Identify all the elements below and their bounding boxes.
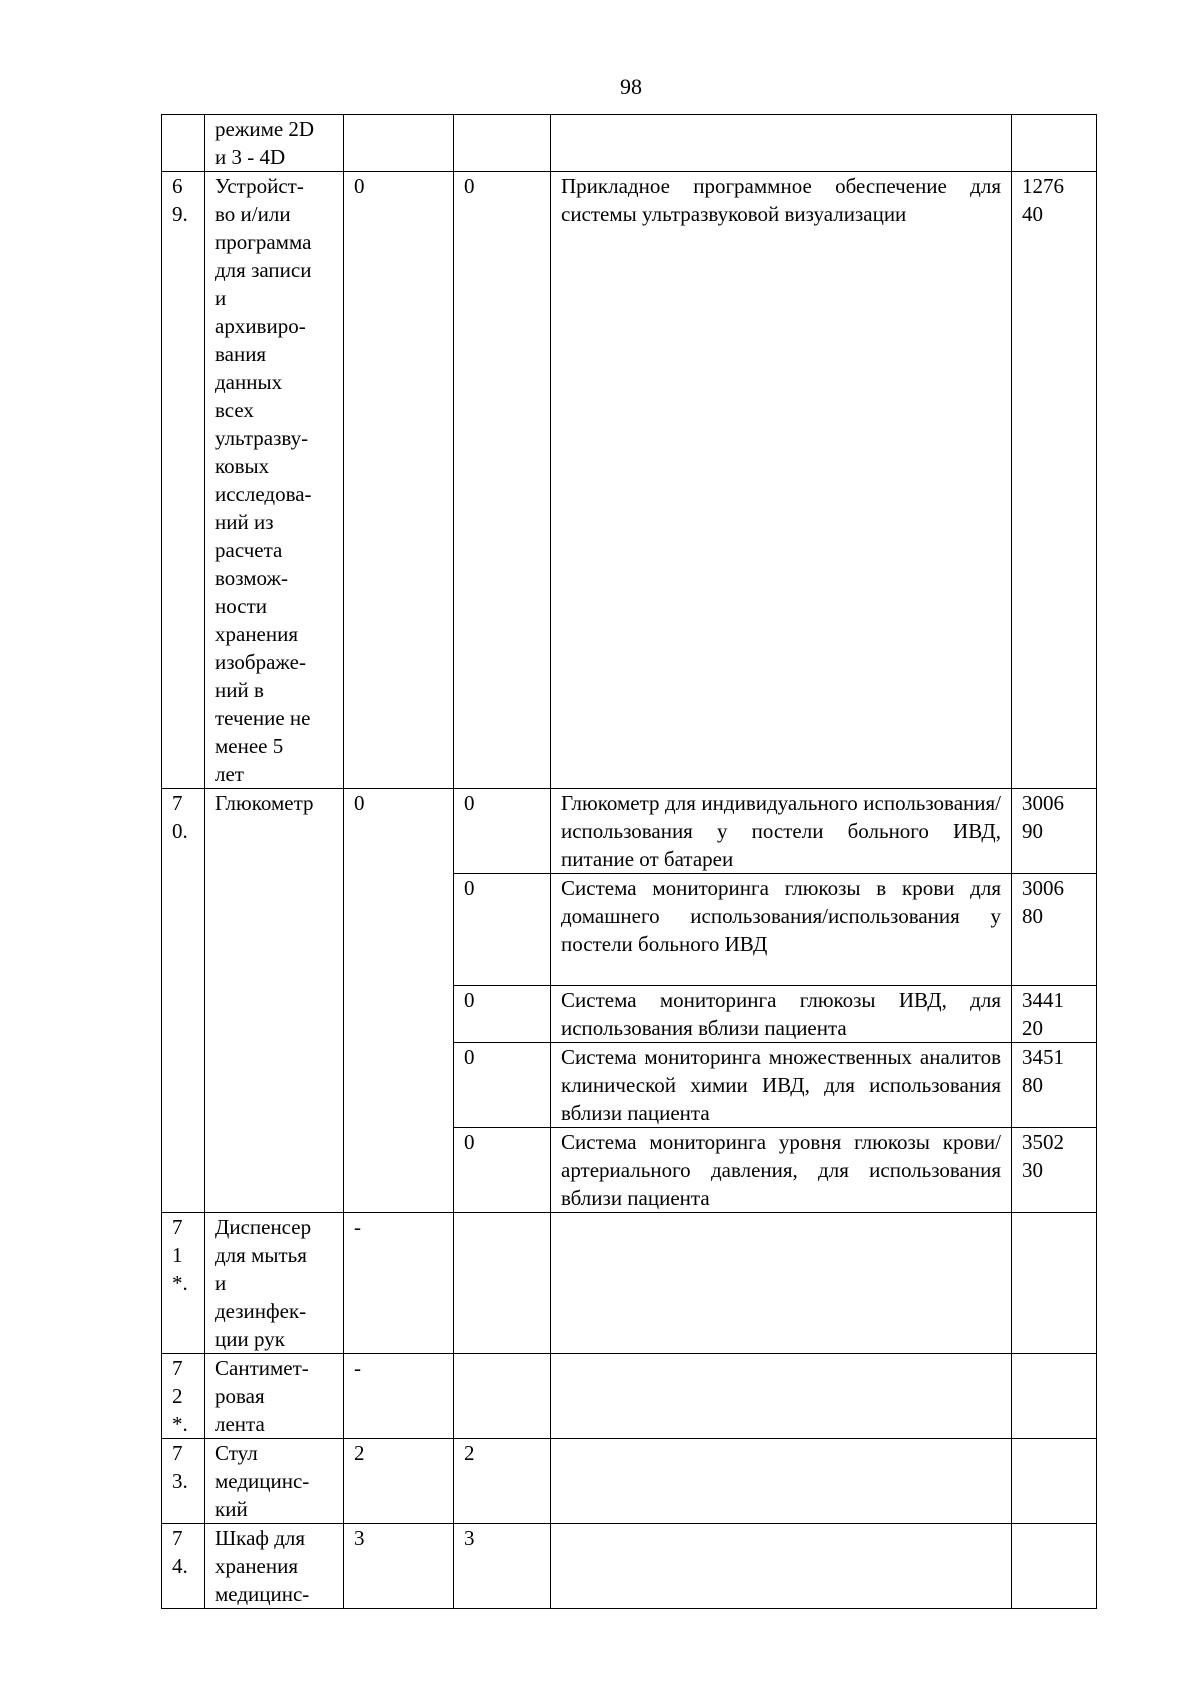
code-cell — [1012, 1439, 1097, 1524]
description-cell: Система мониторинга множественных аналитов клинической химии ИВД, для использования вблизи пациента — [551, 1043, 1012, 1128]
table-row — [162, 789, 1097, 874]
row-number-cell: 7 4. — [162, 1524, 205, 1609]
quantity-cell: 0 — [344, 789, 454, 1213]
table-row — [162, 1213, 1097, 1354]
quantity-cell — [454, 1213, 551, 1354]
quantity-cell: 0 — [454, 874, 551, 986]
row-number-cell — [162, 115, 205, 172]
description-cell — [551, 115, 1012, 172]
description-cell — [551, 1524, 1012, 1609]
description-cell — [551, 1213, 1012, 1354]
code-cell — [1012, 1213, 1097, 1354]
table-row — [162, 1439, 1097, 1524]
item-name-cell: Стул медицинс- кий — [205, 1439, 344, 1524]
quantity-cell: - — [344, 1213, 454, 1354]
quantity-cell: 0 — [454, 1128, 551, 1213]
description-cell: Система мониторинга глюкозы в крови для домашнего использования/использования у постели больного ИВД — [551, 874, 1012, 986]
code-cell: 3451 80 — [1012, 1043, 1097, 1128]
page-number: 98 — [620, 74, 642, 99]
table-row — [162, 115, 1097, 172]
description-cell — [551, 1439, 1012, 1524]
row-number-cell: 6 9. — [162, 172, 205, 789]
item-name-cell: Устройст- во и/или программа для записи и архивиро- вания данных всех ультразву- ковых исследова- ний из расчета возмож- ности хранения изображе- ний в течение не менее 5 лет — [205, 172, 344, 789]
code-cell — [1012, 1354, 1097, 1439]
quantity-cell — [454, 1354, 551, 1439]
code-cell — [1012, 1524, 1097, 1609]
description-cell: Система мониторинга глюкозы ИВД, для использования вблизи пациента — [551, 986, 1012, 1043]
table-row — [162, 172, 1097, 789]
code-cell — [1012, 115, 1097, 172]
table-row — [162, 1524, 1097, 1609]
code-cell: 3006 90 — [1012, 789, 1097, 874]
table-row — [162, 1354, 1097, 1439]
item-name-cell: Сантимет- ровая лента — [205, 1354, 344, 1439]
code-cell: 3441 20 — [1012, 986, 1097, 1043]
quantity-cell — [454, 115, 551, 172]
item-name-cell: режиме 2D и 3 - 4D — [205, 115, 344, 172]
quantity-cell: 0 — [344, 172, 454, 789]
row-number-cell: 7 2 *. — [162, 1354, 205, 1439]
code-cell: 3006 80 — [1012, 874, 1097, 986]
item-name-cell: Диспенсер для мытья и дезинфек- ции рук — [205, 1213, 344, 1354]
code-cell: 3502 30 — [1012, 1128, 1097, 1213]
quantity-cell: 0 — [454, 789, 551, 874]
description-cell — [551, 1354, 1012, 1439]
quantity-cell: 0 — [454, 172, 551, 789]
equipment-table — [161, 114, 1097, 1609]
quantity-cell: - — [344, 1354, 454, 1439]
quantity-cell: 2 — [344, 1439, 454, 1524]
code-cell: 1276 40 — [1012, 172, 1097, 789]
quantity-cell: 3 — [454, 1524, 551, 1609]
quantity-cell: 0 — [454, 986, 551, 1043]
row-number-cell: 7 3. — [162, 1439, 205, 1524]
description-cell: Прикладное программное обеспечение для системы ультразвуковой визуализации — [551, 172, 1012, 789]
quantity-cell: 3 — [344, 1524, 454, 1609]
item-name-cell: Шкаф для хранения медицинс- — [205, 1524, 344, 1609]
row-number-cell: 7 0. — [162, 789, 205, 1213]
quantity-cell: 2 — [454, 1439, 551, 1524]
description-cell: Глюкометр для индивидуального использования/использования у постели больного ИВД, питание от батареи — [551, 789, 1012, 874]
quantity-cell — [344, 115, 454, 172]
description-cell: Система мониторинга уровня глюкозы крови/артериального давления, для использования вблизи пациента — [551, 1128, 1012, 1213]
item-name-cell: Глюкометр — [205, 789, 344, 1213]
row-number-cell: 7 1 *. — [162, 1213, 205, 1354]
quantity-cell: 0 — [454, 1043, 551, 1128]
